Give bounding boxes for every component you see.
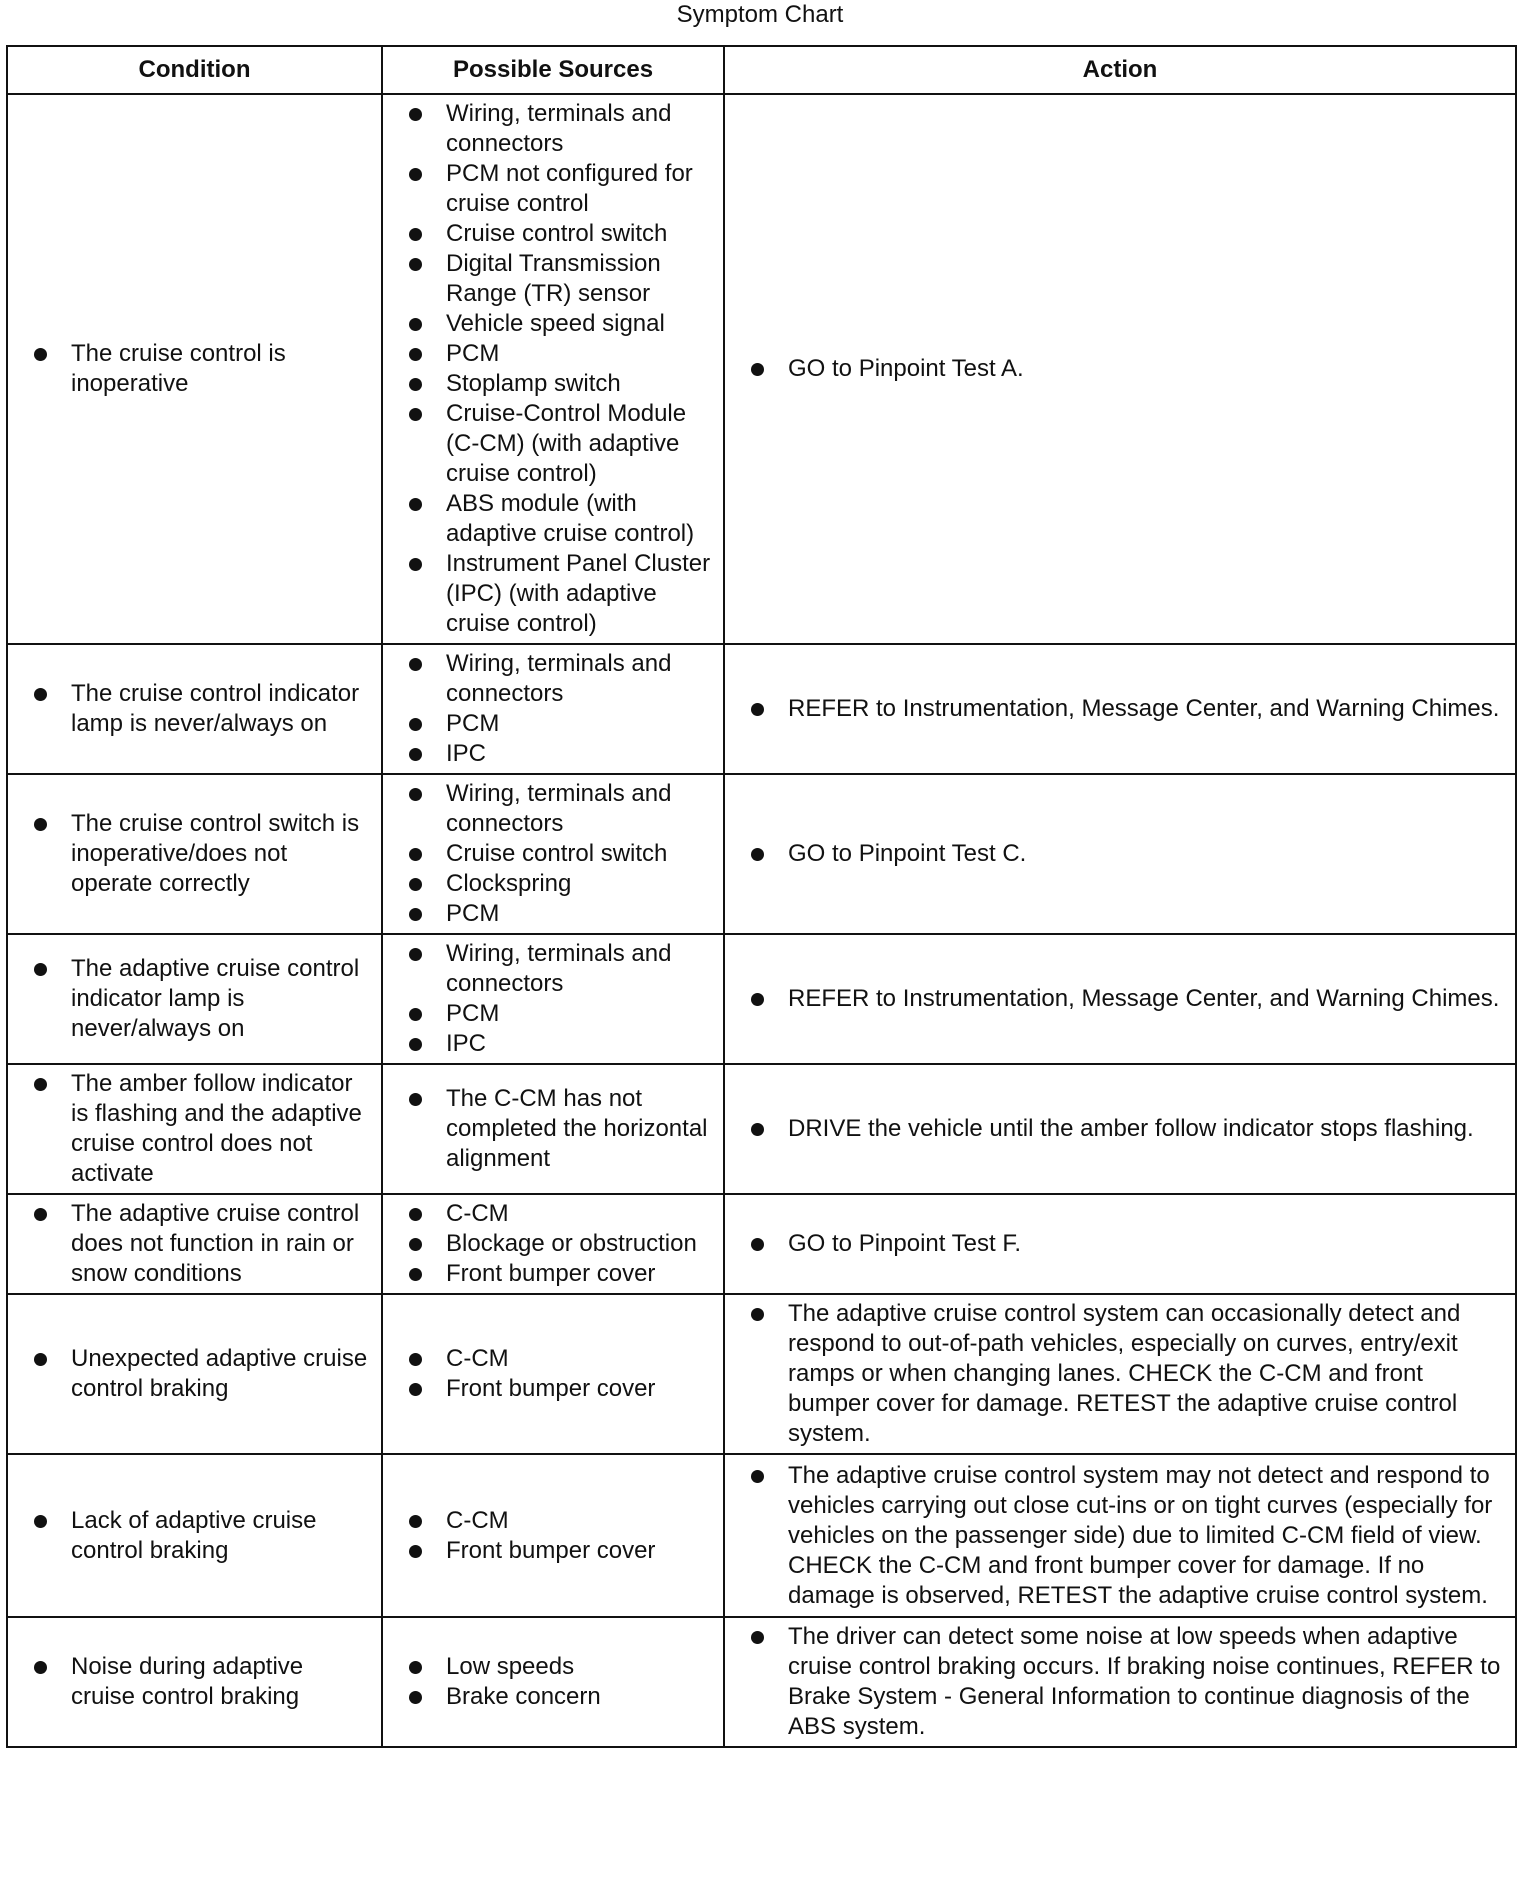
source-item: Wiring, terminals and connectors	[407, 99, 715, 159]
source-item: Low speeds	[407, 1652, 715, 1682]
source-item: IPC	[407, 739, 715, 769]
header-action: Action	[724, 46, 1516, 94]
table-row	[7, 1454, 1516, 1617]
action-text: The adaptive cruise control system may not detect and respond to vehicles carrying out close cut-ins or on tight curves (especially for vehicles on the passenger side) due to limited C-CM field of view. CHECK the C-CM and front bumper cover for damage. If no damage is observed, RETEST the adaptive cruise control system.	[749, 1461, 1507, 1611]
condition-text: The cruise control indicator lamp is never/always on	[32, 679, 373, 739]
condition-cell	[7, 1454, 382, 1617]
condition-text: Unexpected adaptive cruise control braking	[32, 1344, 373, 1404]
source-item: Vehicle speed signal	[407, 309, 715, 339]
action-cell	[724, 1454, 1516, 1617]
source-item: Wiring, terminals and connectors	[407, 779, 715, 839]
action-cell	[724, 1294, 1516, 1454]
symptom-chart-table	[6, 45, 1517, 1748]
table-row	[7, 1194, 1516, 1294]
source-item: Cruise control switch	[407, 839, 715, 869]
condition-cell	[7, 94, 382, 644]
source-item: PCM	[407, 339, 715, 369]
condition-cell	[7, 644, 382, 774]
sources-cell	[382, 1454, 724, 1617]
source-item: Wiring, terminals and connectors	[407, 939, 715, 999]
source-item: ABS module (with adaptive cruise control)	[407, 489, 715, 549]
condition-cell	[7, 1064, 382, 1194]
table-row	[7, 1064, 1516, 1194]
header-condition: Condition	[7, 46, 382, 94]
action-text: REFER to Instrumentation, Message Center, and Warning Chimes.	[749, 984, 1507, 1014]
header-possible-sources: Possible Sources	[382, 46, 724, 94]
source-item: Clockspring	[407, 869, 715, 899]
table-row	[7, 1617, 1516, 1747]
table-row	[7, 1294, 1516, 1454]
condition-text: The adaptive cruise control indicator lamp is never/always on	[32, 954, 373, 1044]
table-row	[7, 644, 1516, 774]
source-item: PCM	[407, 899, 715, 929]
sources-cell	[382, 774, 724, 934]
sources-cell	[382, 1064, 724, 1194]
source-item: Digital Transmission Range (TR) sensor	[407, 249, 715, 309]
action-cell	[724, 644, 1516, 774]
source-item: Front bumper cover	[407, 1536, 715, 1566]
condition-text: The cruise control switch is inoperative/does not operate correctly	[32, 809, 373, 899]
source-item: Front bumper cover	[407, 1259, 715, 1289]
chart-caption: Symptom Chart	[676, 1, 844, 28]
source-item: IPC	[407, 1029, 715, 1059]
source-item: PCM	[407, 999, 715, 1029]
source-item: Cruise-Control Module (C-CM) (with adaptive cruise control)	[407, 399, 715, 489]
action-cell	[724, 1064, 1516, 1194]
action-text: The adaptive cruise control system can occasionally detect and respond to out-of-path vehicles, especially on curves, entry/exit ramps or when changing lanes. CHECK the C-CM and front bumper cover for damage. RETEST the adaptive cruise control system.	[749, 1299, 1507, 1449]
source-item: C-CM	[407, 1344, 715, 1374]
chart-body	[7, 94, 1516, 1747]
condition-cell	[7, 1294, 382, 1454]
sources-cell	[382, 934, 724, 1064]
condition-text: The cruise control is inoperative	[32, 339, 373, 399]
action-cell	[724, 1194, 1516, 1294]
action-cell	[724, 94, 1516, 644]
source-item: Cruise control switch	[407, 219, 715, 249]
condition-cell	[7, 1194, 382, 1294]
source-item: Wiring, terminals and connectors	[407, 649, 715, 709]
sources-cell	[382, 1194, 724, 1294]
source-item: PCM not configured for cruise control	[407, 159, 715, 219]
action-text: GO to Pinpoint Test F.	[749, 1229, 1507, 1259]
action-text: DRIVE the vehicle until the amber follow indicator stops flashing.	[749, 1114, 1507, 1144]
sources-cell	[382, 1617, 724, 1747]
action-text: GO to Pinpoint Test A.	[749, 354, 1507, 384]
condition-text: Noise during adaptive cruise control braking	[32, 1652, 373, 1712]
sources-cell	[382, 1294, 724, 1454]
condition-text: The adaptive cruise control does not function in rain or snow conditions	[32, 1199, 373, 1289]
action-cell	[724, 774, 1516, 934]
source-item: Instrument Panel Cluster (IPC) (with adaptive cruise control)	[407, 549, 715, 639]
condition-cell	[7, 1617, 382, 1747]
header-row	[7, 46, 1516, 94]
source-item: Blockage or obstruction	[407, 1229, 715, 1259]
sources-cell	[382, 644, 724, 774]
source-item: PCM	[407, 709, 715, 739]
action-cell	[724, 934, 1516, 1064]
condition-cell	[7, 934, 382, 1064]
source-item: Stoplamp switch	[407, 369, 715, 399]
condition-cell	[7, 774, 382, 934]
condition-text: The amber follow indicator is flashing and the adaptive cruise control does not activate	[32, 1069, 373, 1189]
source-item: Brake concern	[407, 1682, 715, 1712]
table-row	[7, 94, 1516, 644]
source-item: Front bumper cover	[407, 1374, 715, 1404]
source-item: C-CM	[407, 1506, 715, 1536]
table-row	[7, 774, 1516, 934]
table-row	[7, 934, 1516, 1064]
action-text: REFER to Instrumentation, Message Center, and Warning Chimes.	[749, 694, 1507, 724]
action-text: The driver can detect some noise at low speeds when adaptive cruise control braking occurs. If braking noise continues, REFER to Brake System - General Information to continue diagnosis of the ABS system.	[749, 1622, 1507, 1742]
source-item: C-CM	[407, 1199, 715, 1229]
condition-text: Lack of adaptive cruise control braking	[32, 1506, 373, 1566]
source-item: The C-CM has not completed the horizontal alignment	[407, 1084, 715, 1174]
action-cell	[724, 1617, 1516, 1747]
action-text: GO to Pinpoint Test C.	[749, 839, 1507, 869]
sources-cell	[382, 94, 724, 644]
